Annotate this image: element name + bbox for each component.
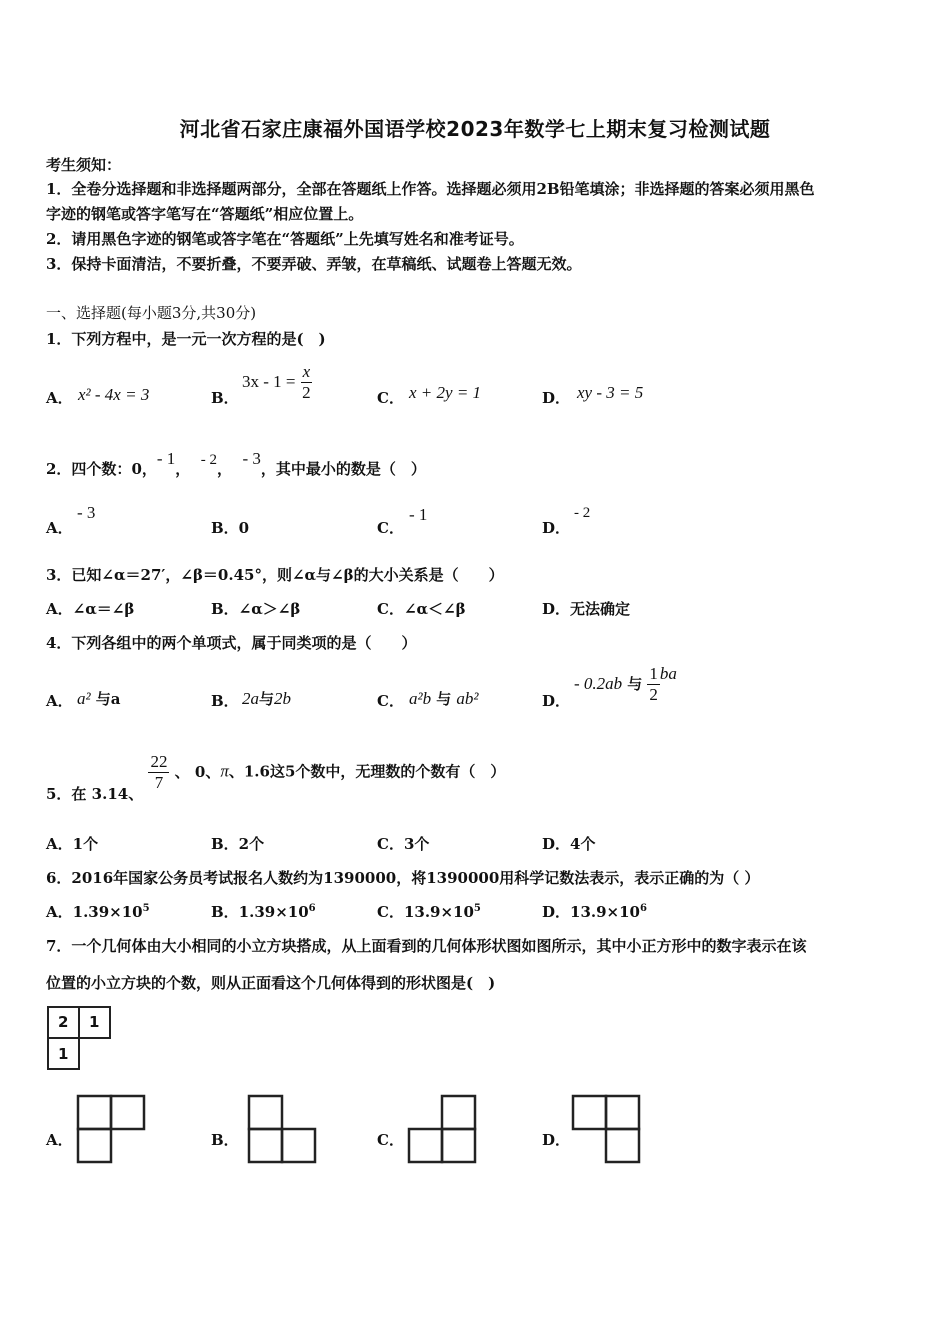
q1-b-left: 3x - 1 = bbox=[242, 372, 296, 391]
q5-den: 7 bbox=[154, 773, 164, 792]
q4-b-expr-1: 2a bbox=[242, 689, 259, 708]
q1-stem: 1．下列方程中，是一元一次方程的是( ) bbox=[46, 330, 326, 348]
q3-option-d: D．无法确定 bbox=[542, 600, 631, 618]
q2-option-c-label: C． bbox=[377, 519, 404, 537]
q4-d-mid: 与 bbox=[627, 675, 643, 693]
q1-option-d-label: D． bbox=[542, 389, 571, 407]
q7-b-block-3 bbox=[282, 1129, 315, 1162]
q2-value-2: - 2 bbox=[200, 452, 218, 468]
q4-b-expr-2: 2b bbox=[274, 689, 292, 708]
q4-option-d bbox=[574, 664, 677, 705]
q7-option-b-figure bbox=[247, 1094, 319, 1164]
q2-sep-2: ， bbox=[217, 460, 233, 478]
q4-d-num: 1 bbox=[649, 664, 658, 683]
q4-b-mid: 与 bbox=[259, 690, 275, 708]
q2-option-a-label: A． bbox=[46, 519, 73, 537]
q4-d-den: 2 bbox=[649, 685, 658, 704]
q1-b-fraction bbox=[301, 362, 313, 403]
q4-a-expr: a² bbox=[77, 689, 91, 708]
q3-option-a: A．∠α＝∠β bbox=[46, 600, 135, 618]
q7-c-block-2 bbox=[409, 1129, 442, 1162]
q3-stem: 3．已知∠α＝27′，∠β＝0.45°，则∠α与∠β的大小关系是（ ） bbox=[46, 566, 504, 584]
q7-d-block-1 bbox=[573, 1096, 606, 1129]
q6-option-c bbox=[377, 901, 481, 922]
q5-option-d: D．4个 bbox=[542, 835, 596, 853]
q6-b-text: B．1.39×10 bbox=[211, 903, 309, 921]
q5-fraction bbox=[148, 752, 169, 793]
q5-option-a: A．1个 bbox=[46, 835, 99, 853]
q2-option-a-value: - 3 bbox=[77, 503, 96, 522]
q7-a-block-2 bbox=[111, 1096, 144, 1129]
q5-pi: π bbox=[220, 761, 229, 781]
q1-option-b-label: B． bbox=[211, 389, 239, 407]
q6-b-exp: 6 bbox=[308, 903, 316, 914]
q1-option-b-expr bbox=[242, 362, 312, 403]
q7-option-d-label: D． bbox=[542, 1131, 571, 1149]
q5-option-c: C．3个 bbox=[377, 835, 430, 853]
notice-line-1b: 字迹的钢笔或答字笔写在“答题纸”相应位置上。 bbox=[46, 205, 364, 223]
q7-b-block-2 bbox=[249, 1129, 282, 1162]
q3-option-c: C．∠α＜∠β bbox=[377, 600, 466, 618]
q6-d-exp: 6 bbox=[639, 903, 647, 914]
q4-c-expr-1: a²b bbox=[409, 689, 432, 708]
q7-grid-number-2: 1 bbox=[89, 1013, 100, 1031]
notice-line-3: 3．保持卡面清洁，不要折叠，不要弄破、弄皱，在草稿纸、试题卷上答题无效。 bbox=[46, 255, 582, 273]
q7-option-d-figure bbox=[571, 1094, 643, 1164]
q7-option-a-label: A． bbox=[46, 1131, 73, 1149]
notice-header: 考生须知： bbox=[46, 156, 122, 174]
q4-option-c bbox=[409, 688, 478, 709]
q6-d-text: D．13.9×10 bbox=[542, 903, 640, 921]
q2-option-c-value: - 1 bbox=[409, 505, 428, 524]
q4-option-c-label: C． bbox=[377, 692, 404, 710]
q6-c-text: C．13.9×10 bbox=[377, 903, 474, 921]
q5-stem-b: 、 0、 bbox=[174, 762, 221, 781]
q1-b-num: x bbox=[302, 362, 311, 381]
notice-line-1: 1．全卷分选择题和非选择题两部分，全部在答题纸上作答。选择题必须用2B铅笔填涂；非选择题的答案必须用黑色 bbox=[46, 180, 815, 198]
q4-option-d-label: D． bbox=[542, 692, 571, 710]
q7-c-block-3 bbox=[442, 1129, 475, 1162]
q4-stem: 4．下列各组中的两个单项式，属于同类项的是（ ） bbox=[46, 634, 417, 652]
q4-option-a bbox=[77, 688, 120, 709]
q7-stem-line-2: 位置的小立方块的个数，则从正面看这个几何体得到的形状图是( ) bbox=[46, 974, 496, 992]
notice-line-2: 2．请用黑色字迹的钢笔或答字笔在“答题纸”上先填写姓名和准考证号。 bbox=[46, 230, 524, 248]
q7-a-block-1 bbox=[78, 1096, 111, 1129]
q2-option-d-value: - 2 bbox=[574, 505, 591, 521]
q7-a-block-3 bbox=[78, 1129, 111, 1162]
q4-d-fraction bbox=[647, 664, 660, 705]
q7-b-block-1 bbox=[249, 1096, 282, 1129]
q7-grid-number-1: 2 bbox=[58, 1013, 69, 1031]
q1-option-a-expr: x² - 4x = 3 bbox=[78, 385, 150, 404]
q6-option-d bbox=[542, 901, 647, 922]
q5-stem-c: 、1.6这5个数中，无理数的个数有（ ） bbox=[228, 762, 506, 781]
q5-option-b: B．2个 bbox=[211, 835, 265, 853]
q4-c-expr-2: ab² bbox=[456, 689, 479, 708]
q7-d-block-2 bbox=[606, 1096, 639, 1129]
q4-d-expr-2: ba bbox=[659, 664, 677, 683]
q6-a-text: A．1.39×10 bbox=[46, 903, 143, 921]
q3-option-b: B．∠α＞∠β bbox=[211, 600, 301, 618]
q2-option-b: B．0 bbox=[211, 519, 250, 537]
q6-option-a bbox=[46, 901, 150, 922]
q1-option-c-expr: x + 2y = 1 bbox=[409, 383, 482, 402]
q4-c-mid: 与 bbox=[436, 690, 452, 708]
q6-c-exp: 5 bbox=[473, 903, 481, 914]
q2-value-3: - 3 bbox=[242, 449, 261, 468]
q6-option-b bbox=[211, 901, 316, 922]
section-heading: 一、选择题(每小题3分,共30分) bbox=[46, 304, 257, 322]
q2-stem bbox=[46, 449, 426, 479]
q5-stem bbox=[46, 752, 506, 803]
q4-a-mid: 与a bbox=[95, 690, 121, 708]
q7-option-c-figure bbox=[407, 1094, 479, 1164]
q4-d-expr-1: - 0.2ab bbox=[574, 674, 623, 693]
q2-option-d-label: D． bbox=[542, 519, 571, 537]
q6-stem: 6．2016年国家公务员考试报名人数约为1390000，将1390000用科学记数法表示，表示正确的为（ ） bbox=[46, 869, 760, 887]
q7-option-b-label: B． bbox=[211, 1131, 239, 1149]
q1-option-c-label: C． bbox=[377, 389, 404, 407]
q5-stem-a: 5．在 3.14、 bbox=[46, 784, 144, 803]
page-title: 河北省石家庄康福外国语学校2023年数学七上期末复习检测试题 bbox=[179, 117, 771, 141]
q4-option-b bbox=[242, 688, 291, 709]
q7-d-block-3 bbox=[606, 1129, 639, 1162]
q7-option-a-figure bbox=[76, 1094, 146, 1164]
q7-option-c-label: C． bbox=[377, 1131, 404, 1149]
q4-option-b-label: B． bbox=[211, 692, 239, 710]
q7-stem-line-1: 7．一个几何体由大小相同的小立方块搭成，从上面看到的几何体形状图如图所示，其中小正方形中的数字表示在该 bbox=[46, 937, 807, 955]
q2-stem-a: 2．四个数：0， bbox=[46, 460, 157, 478]
q7-c-block-1 bbox=[442, 1096, 475, 1129]
q2-stem-b: ，其中最小的数是（ ） bbox=[260, 460, 426, 478]
q1-b-den: 2 bbox=[302, 383, 311, 402]
q1-option-d-expr: xy - 3 = 5 bbox=[577, 383, 644, 402]
q6-a-exp: 5 bbox=[142, 903, 150, 914]
q4-option-a-label: A． bbox=[46, 692, 73, 710]
q5-num: 22 bbox=[150, 752, 168, 771]
q2-value-1: - 1 bbox=[156, 449, 176, 468]
q1-option-a-label: A． bbox=[46, 389, 73, 407]
q2-sep-1: ， bbox=[175, 460, 191, 478]
q7-grid-number-3: 1 bbox=[58, 1045, 69, 1063]
